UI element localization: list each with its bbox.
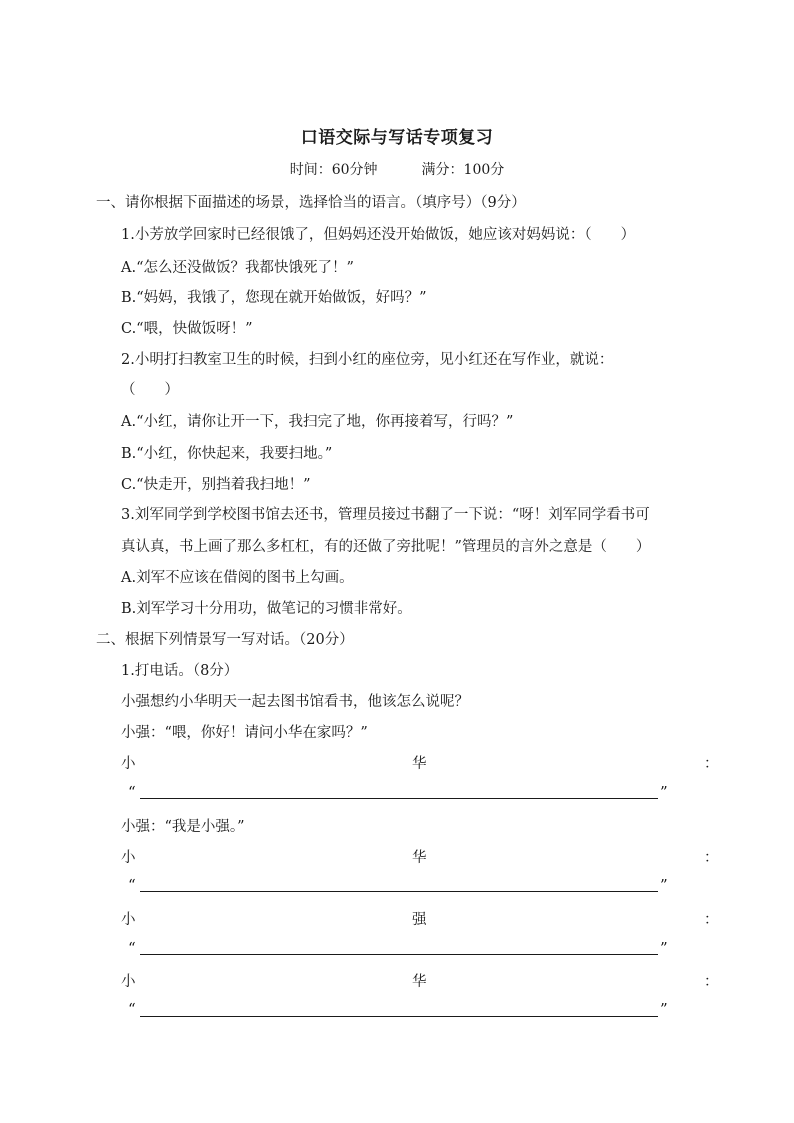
open-quote: “ — [128, 1000, 136, 1018]
time-limit: 时间：60分钟 — [289, 162, 378, 178]
question-2-stem: 2.小明打扫教室卫生的时候，扫到小红的座位旁，见小红还在写作业，就说： — [121, 352, 614, 368]
close-quote: ” — [660, 939, 668, 957]
speaker-1-second: 华 — [412, 756, 427, 772]
dialogue-line-1: 小强：“喂，你好！请问小华在家吗？” — [121, 725, 368, 741]
section-1-heading: 一、请你根据下面描述的场景，选择恰当的语言。（填序号）（9分） — [96, 195, 526, 211]
question-2-option-b: B.“小红，你快起来，我要扫地。” — [121, 446, 333, 462]
question-1-option-b: B.“妈妈，我饿了，您现在就开始做饭，好吗？” — [121, 290, 427, 306]
section-2-subquestion: 1.打电话。（8分） — [121, 663, 239, 679]
open-quote: “ — [128, 876, 136, 894]
question-2-answer-blank[interactable]: （ ） — [121, 382, 179, 398]
scenario-text: 小强想约小华明天一起去图书馆看书，他该怎么说呢？ — [121, 694, 469, 710]
answer-line-4[interactable] — [140, 1016, 658, 1017]
dialogue-line-2: 小强：“我是小强。” — [121, 819, 245, 835]
question-1-option-a: A.“怎么还没做饭？我都快饿死了！” — [121, 260, 354, 276]
question-1-stem: 1.小芳放学回家时已经很饿了，但妈妈还没开始做饭，她应该对妈妈说：（ ） — [121, 227, 636, 243]
full-score: 满分：100分 — [421, 162, 505, 178]
speaker-4-second: 华 — [412, 974, 427, 990]
speaker-2-colon: ： — [704, 850, 719, 866]
answer-line-1[interactable] — [140, 798, 658, 799]
speaker-1-colon: ： — [704, 756, 719, 772]
close-quote: ” — [660, 783, 668, 801]
question-3-stem-cont: 真认真，书上画了那么多杠杠，有的还做了旁批呢！”管理员的言外之意是（ ） — [121, 539, 651, 555]
section-2-heading: 二、根据下列情景写一写对话。（20分） — [96, 632, 354, 648]
close-quote: ” — [660, 1000, 668, 1018]
speaker-3-colon: ： — [704, 912, 719, 928]
speaker-1-first: 小 — [121, 756, 136, 772]
question-1-option-c: C.“喂，快做饭呀！” — [121, 321, 253, 337]
question-3-option-a: A.刘军不应该在借阅的图书上勾画。 — [121, 570, 354, 586]
question-2-option-c: C.“快走开，别挡着我扫地！” — [121, 477, 311, 493]
open-quote: “ — [128, 939, 136, 957]
answer-line-2[interactable] — [140, 891, 658, 892]
question-2-option-a: A.“小红，请你让开一下，我扫完了地，你再接着写，行吗？” — [121, 414, 514, 430]
speaker-4-first: 小 — [121, 974, 136, 990]
speaker-3-second: 强 — [412, 912, 427, 928]
question-3-option-b: B.刘军学习十分用功，做笔记的习惯非常好。 — [121, 601, 412, 617]
exam-meta — [0, 159, 794, 179]
speaker-2-first: 小 — [121, 850, 136, 866]
question-3-stem: 3.刘军同学到学校图书馆去还书，管理员接过书翻了一下说：“呀！刘军同学看书可 — [121, 507, 650, 523]
answer-line-3[interactable] — [140, 954, 658, 955]
speaker-2-second: 华 — [412, 850, 427, 866]
page-title: 口语交际与写话专项复习 — [300, 128, 494, 148]
speaker-4-colon: ： — [704, 974, 719, 990]
close-quote: ” — [660, 876, 668, 894]
speaker-3-first: 小 — [121, 912, 136, 928]
open-quote: “ — [128, 783, 136, 801]
